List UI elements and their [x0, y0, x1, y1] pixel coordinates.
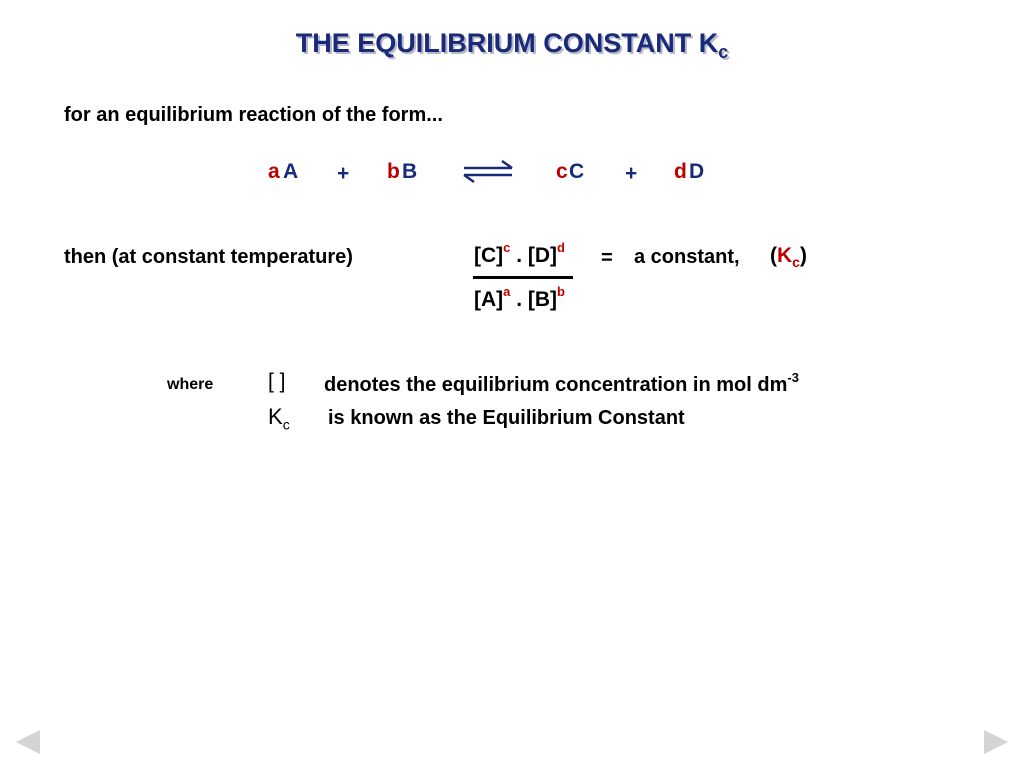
coef-c: c — [556, 160, 568, 183]
species-a: A — [283, 160, 299, 183]
left-arrow-icon[interactable] — [16, 730, 40, 754]
then-text: then (at constant temperature) — [64, 246, 353, 268]
equilibrium-arrows-icon — [460, 160, 516, 184]
unit-exponent: -3 — [787, 370, 799, 385]
brackets-symbol: [ ] — [268, 370, 286, 393]
intro-text: for an equilibrium reaction of the form... — [64, 104, 443, 126]
exp-c: c — [503, 240, 511, 255]
equals-sign: = — [601, 247, 613, 269]
kc-label — [770, 244, 807, 270]
constant-text: a constant, — [634, 246, 740, 268]
where-label: where — [167, 376, 214, 393]
species-d: D — [689, 160, 705, 183]
right-arrow-icon[interactable] — [984, 730, 1008, 754]
plus-sign-1: + — [337, 162, 350, 185]
species-b: B — [402, 160, 418, 183]
fraction-denominator — [474, 284, 565, 312]
definition-concentration — [324, 370, 799, 397]
kc-sub: c — [792, 254, 800, 271]
coef-d: d — [674, 160, 687, 183]
kc-symbol-sub: c — [282, 416, 290, 433]
conc-c: [C] — [474, 244, 504, 267]
exp-d: d — [557, 240, 565, 255]
page-title — [0, 28, 1024, 63]
definition-text: denotes the equilibrium concentration in mol dm — [324, 374, 788, 396]
exp-b: b — [557, 284, 565, 299]
plus-sign-2: + — [625, 162, 638, 185]
kc-symbol-k: K — [268, 404, 283, 429]
species-c: C — [569, 160, 585, 183]
kc-open-paren: ( — [770, 244, 777, 267]
conc-b: . [B] — [510, 288, 558, 311]
exp-a: a — [503, 284, 511, 299]
coef-a: a — [268, 160, 280, 183]
definition-kc: is known as the Equilibrium Constant — [328, 407, 685, 429]
kc-close-paren: ) — [799, 244, 807, 267]
fraction-line — [473, 276, 573, 279]
fraction-numerator — [474, 240, 565, 268]
kc-symbol — [268, 404, 290, 432]
conc-d: . [D] — [510, 244, 558, 267]
title-subscript: c — [718, 42, 729, 62]
conc-a: [A] — [474, 288, 504, 311]
coef-b: b — [387, 160, 400, 183]
title-text: THE EQUILIBRIUM CONSTANT K — [295, 28, 719, 58]
kc-k: K — [777, 244, 793, 267]
